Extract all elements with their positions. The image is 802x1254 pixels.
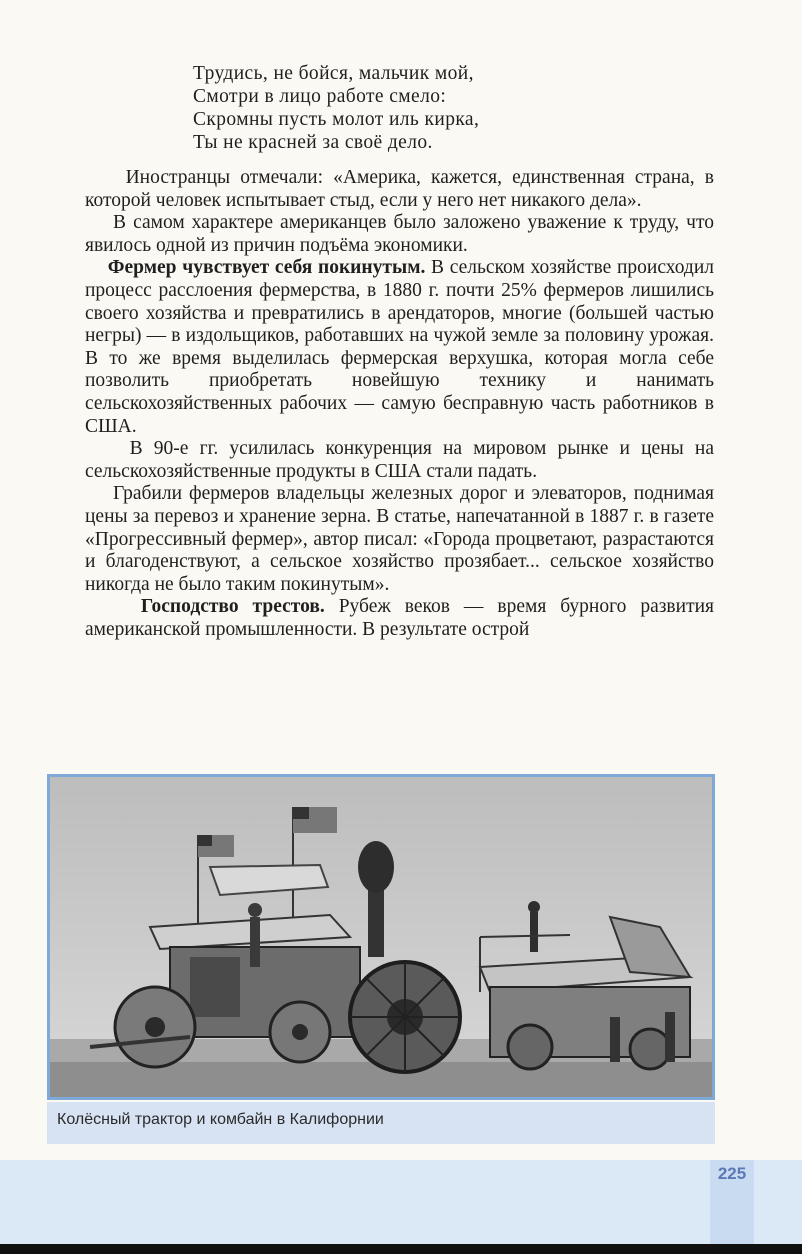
paragraph [85, 596, 714, 641]
paragraph [85, 257, 714, 438]
paragraph [85, 212, 714, 257]
poem-line: Скромны пусть молот иль кирка, [193, 109, 480, 130]
paragraph [85, 483, 714, 596]
paragraph [85, 438, 714, 483]
paragraph-text: В 90-е гг. усилилась конкуренция на мировом рынке и цены на сельскохозяйственные продукты в США стали падать. [85, 438, 714, 482]
section-heading: Фермер чувствует себя покинутым. [107, 257, 426, 279]
section-heading: Господство трестов. [140, 596, 325, 618]
tractor-combine-illustration [50, 777, 712, 1097]
body-text [85, 167, 714, 641]
footer-band [0, 1160, 802, 1244]
poem-line: Трудись, не бойся, мальчик мой, [193, 63, 474, 84]
paragraph-text: Рубеж веков — время бурного развития американской промышленности. В результате острой [85, 596, 714, 640]
poem-line: Смотри в лицо работе смело: [193, 86, 447, 107]
paragraph [85, 167, 714, 212]
page-number: 225 [717, 1164, 747, 1183]
poem [193, 62, 613, 154]
paragraph-text: Иностранцы отмечали: «Америка, кажется, единственная страна, в которой человек испытывает стыд, если у него нет никакого дела». [85, 167, 715, 211]
bottom-edge [0, 1244, 802, 1254]
paragraph-text: В самом характере американцев было заложено уважение к труду, что явилось одной из причин подъёма экономики. [85, 212, 715, 256]
poem-line: Ты не красней за своё дело. [193, 132, 433, 153]
paragraph-text: Грабили фермеров владельцы железных дорог и элеваторов, поднимая цены за перевоз и хранение зерна. В статье, напечатанной в 1887 г. в газете «Прогрессивный фермер», автор писал: «Города процветают, разрастаются и благоденствуют, а сельское хозяйство прозябает... сельское хозяйство никогда не было таким покинутым». [85, 483, 715, 595]
figure-photo [47, 774, 715, 1100]
paragraph-text: В сельском хозяйстве происходил процесс расслоения фермерства, в 1880 г. почти 25% фермеров лишились своего хозяйства и превратились в арендаторов, многие (большей частью негры) — в издольщиков, работавших на чужой земле за половину урожая. В то же время выделилась фермерская верхушка, которая могла себе позволить приобретать новейшую технику и нанимать сельскохозяйственных рабочих — самую бесправную часть работников в США. [85, 257, 715, 437]
figure-caption: Колёсный трактор и комбайн в Калифорнии [57, 1111, 384, 1128]
